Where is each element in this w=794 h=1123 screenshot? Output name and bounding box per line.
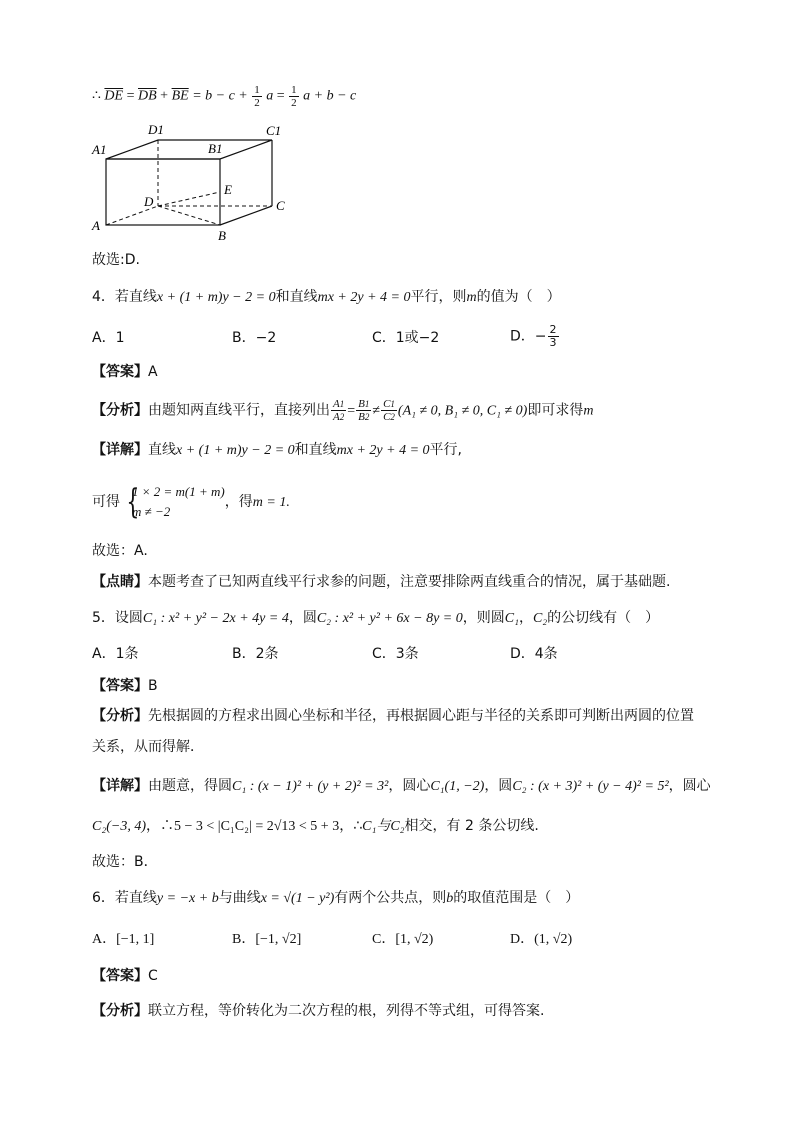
q5-answer (92, 676, 158, 696)
q5-inequality: ，∴5 − 3 < |C₁C₂| = 2√13 < 5 + 3 (145, 819, 340, 834)
answer-value: A (148, 364, 158, 380)
vector-a: a (266, 88, 274, 104)
fraction-c: $\frac{C1}{C2}$ (383, 398, 395, 423)
label-c1: C1 (266, 123, 282, 138)
q6-answer (92, 966, 158, 986)
then-post: ，得 (224, 494, 253, 510)
vector-tail: a + b − c (303, 88, 357, 104)
fraction-numerator: 2 (549, 323, 557, 336)
q6-var: b (446, 891, 454, 906)
q5-analysis (92, 706, 694, 726)
then-pre: 可得 (92, 494, 120, 510)
q5-detail (92, 776, 711, 797)
fraction-denominator: 2 (291, 97, 297, 109)
q4-var: m (466, 290, 477, 305)
q4-conclusion: 故选：A. (92, 543, 148, 559)
system-row-1: 1 × 2 = m(1 + m) (132, 484, 225, 499)
q4-comment (92, 572, 670, 592)
analysis-text-post: 即可求得 (527, 402, 584, 419)
q5-circle-2: C₂ : x² + y² + 6x − 8y = 0 (316, 611, 463, 626)
q4-result: m = 1. (252, 495, 290, 510)
detail-mid: 和直线 (294, 442, 337, 458)
vector-formula (92, 84, 356, 109)
q5-analysis-cont: 关系，从而得解． (92, 739, 204, 755)
q4-stem-pre: 4．若直线 (92, 289, 157, 305)
fraction-numerator: 1 (254, 84, 260, 96)
equals-sign: = (126, 88, 135, 104)
answer-tag: 【答案】 (92, 364, 148, 380)
q4-line1: x + (1 + m)y − 2 = 0 (156, 290, 276, 305)
q6-option-c: C．[1, √2) (372, 932, 434, 947)
analysis-var: m (583, 403, 594, 419)
q6-line: y = −x + b (156, 891, 219, 906)
q4-stem-mid: 和直线 (275, 289, 318, 305)
q4-option-c: C．1或−2 (372, 330, 440, 346)
rel-a: ，∴ (339, 818, 363, 834)
vector-expression: = b − c + (192, 88, 252, 104)
analysis-text: 联立方程，等价转化为二次方程的根，列得不等式组，可得答案. (148, 1003, 545, 1019)
q5-option-b: B．2条 (232, 646, 279, 662)
label-a: A (92, 218, 100, 233)
q4-option-d-sign: − (534, 328, 547, 345)
fraction-numerator: 1 (291, 84, 297, 96)
fraction-denominator: 3 (549, 336, 557, 349)
detail-c: ，圆 (484, 778, 513, 794)
rel-b: C₁与C₂ (362, 819, 405, 834)
q5-option-c: C．3条 (372, 646, 419, 662)
detail-post: 平行, (429, 442, 462, 458)
q6-stem (92, 888, 579, 909)
q4-option-d-label: D． (510, 328, 535, 345)
system-row-2: m ≠ −2 (132, 504, 171, 519)
rel-c: 相交，有 2 条公切线. (404, 818, 539, 834)
label-b: B (218, 228, 226, 243)
q3-conclusion: 故选:D. (92, 252, 140, 268)
cuboid-figure (90, 120, 300, 245)
q4-stem-end: 的值为（ ） (476, 289, 561, 305)
q5-stem-pre: 5．设圆 (92, 610, 143, 626)
detail-line2: mx + 2y + 4 = 0 (336, 443, 430, 458)
q5-stem (92, 608, 659, 629)
q5-equation-2: C₂ : (x + 3)² + (y − 4)² = 5² (512, 779, 669, 794)
analysis-tag: 【分析】 (92, 708, 148, 724)
fraction-half-2 (289, 84, 299, 109)
q6-stem-pre: 6．若直线 (92, 890, 157, 906)
equation-system: { 1 × 2 = m(1 + m) m ≠ −2 (126, 482, 225, 522)
q6-option-a: A．[−1, 1] (92, 932, 155, 947)
q4-option-b: B．−2 (232, 330, 277, 346)
therefore-symbol: ∴ (92, 88, 101, 104)
label-a1: A1 (92, 142, 107, 157)
vector-de: $\overline{DE}$ (104, 88, 124, 104)
detail-b: ，圆心 (388, 778, 431, 794)
label-d1: D1 (148, 122, 164, 137)
detail-d: ，圆心 (668, 778, 711, 794)
plus-sign: + (160, 88, 169, 104)
q5-option-a: A．1条 (92, 646, 139, 662)
answer-value: B (148, 678, 158, 694)
analysis-condition: (A₁ ≠ 0, B₁ ≠ 0, C₁ ≠ 0) (397, 403, 528, 419)
q4-option-d-fraction (548, 324, 559, 349)
detail-pre: 直线 (148, 442, 176, 458)
vector-db: $\overline{DB}$ (138, 88, 157, 104)
q4-answer (92, 362, 158, 382)
q4-line2: mx + 2y + 4 = 0 (317, 290, 411, 305)
detail-line1: x + (1 + m)y − 2 = 0 (176, 443, 295, 458)
q5-stem-end: 的公切线有（ ） (547, 610, 660, 626)
q5-stem-mid: ，圆 (288, 610, 317, 626)
analysis-line-1: 先根据圆的方程求出圆心坐标和半径，再根据圆心距与半径的关系即可判断出两圆的位置 (148, 708, 694, 724)
q6-stem-end: 的取值范围是（ ） (453, 890, 580, 906)
q5-stem-post: ，则圆 (462, 610, 505, 626)
q4-option-d (510, 324, 560, 349)
q4-stem (92, 287, 561, 308)
q5-option-d: D．4条 (510, 646, 558, 662)
equals-sign-2: = (276, 88, 289, 104)
fraction-denominator: 2 (254, 97, 260, 109)
q5-center-2: C₂(−3, 4) (92, 819, 146, 834)
q5-detail-cont (92, 816, 539, 837)
q6-analysis (92, 1001, 544, 1021)
q4-detail (92, 440, 462, 461)
q5-comma: ， (518, 610, 533, 626)
q6-stem-mid: 与曲线 (218, 890, 261, 906)
q5-circle-1: C₁ : x² + y² − 2x + 4y = 4 (142, 611, 289, 626)
label-d: D (144, 194, 154, 209)
detail-tag: 【详解】 (92, 778, 148, 794)
q4-stem-post: 平行，则 (410, 289, 467, 305)
q4-analysis: 【分析】由题知两直线平行，直接列出 $\frac{A1}{A2}$ = $\frac{B1}{B2}$ ≠ $\frac{C1}{C2}$ (A₁ ≠ 0, B₁ ≠ 0, C₁ ≠ 0)即可求得m (92, 398, 594, 423)
comment-text: 本题考查了已知两直线平行求参的问题，注意要排除两直线重合的情况，属于基础题. (148, 574, 671, 590)
q5-c1-name: C₁ (504, 611, 519, 626)
comment-tag: 【点睛】 (92, 574, 148, 590)
q6-option-b: B．[−1, √2] (232, 932, 302, 947)
detail-a: 由题意，得圆 (148, 778, 232, 794)
answer-tag: 【答案】 (92, 968, 148, 984)
answer-value: C (148, 968, 158, 984)
q4-option-a: A．1 (92, 330, 125, 346)
label-e: E (224, 182, 232, 197)
vector-be: $\overline{BE}$ (171, 88, 189, 104)
fraction-b: $\frac{B1}{B2}$ (358, 398, 370, 423)
q6-stem-post: 有两个公共点，则 (334, 890, 447, 906)
q5-center-1: C₁(1, −2) (430, 779, 485, 794)
analysis-tag: 【分析】 (92, 1003, 148, 1019)
detail-tag: 【详解】 (92, 442, 148, 458)
fraction-half (252, 84, 262, 109)
q5-equation-1: C₁ : (x − 1)² + (y + 2)² = 3² (232, 779, 389, 794)
q6-curve: x = √(1 − y²) (260, 891, 335, 906)
q5-conclusion: 故选：B． (92, 854, 158, 870)
q5-c2-name: C₂ (532, 611, 548, 626)
answer-tag: 【答案】 (92, 678, 148, 694)
label-c: C (276, 198, 285, 213)
q4-system (92, 482, 290, 522)
q6-option-d: D．(1, √2) (510, 932, 573, 947)
analysis-tag: 【分析】 (92, 402, 148, 419)
analysis-text-pre: 由题知两直线平行，直接列出 (148, 402, 330, 419)
label-b1: B1 (208, 141, 223, 156)
fraction-a: $\frac{A1}{A2}$ (333, 398, 345, 423)
